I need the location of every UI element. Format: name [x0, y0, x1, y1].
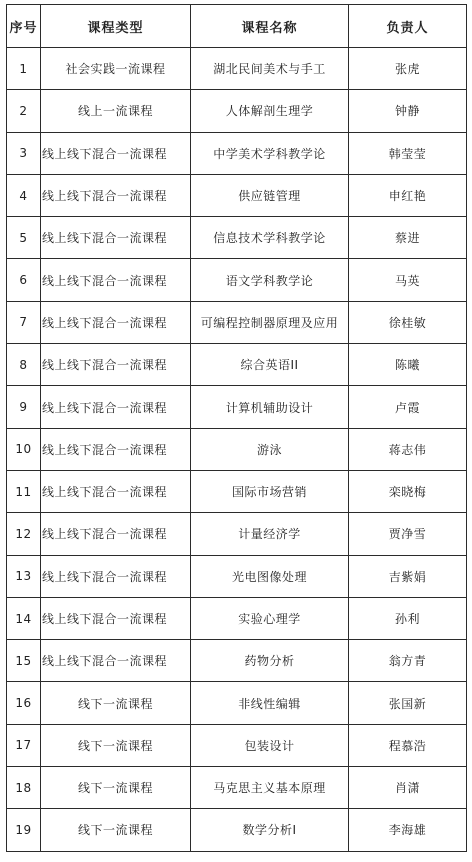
- course-type-cell: 线上线下混合一流课程: [41, 344, 191, 386]
- owner-cell: 马英: [349, 259, 467, 301]
- table-row: [7, 259, 467, 301]
- serial-number-cell: 5: [7, 217, 41, 259]
- serial-number-cell: 13: [7, 555, 41, 597]
- serial-number-cell: 6: [7, 259, 41, 301]
- table-header-row: [7, 5, 467, 48]
- course-name-cell: 计量经济学: [191, 513, 349, 555]
- table-row: [7, 555, 467, 597]
- owner-cell: 程慕浩: [349, 724, 467, 766]
- course-name-cell: 综合英语II: [191, 344, 349, 386]
- course-type-cell: 线上线下混合一流课程: [41, 386, 191, 428]
- course-name-cell: 药物分析: [191, 640, 349, 682]
- table-row: [7, 724, 467, 766]
- serial-number-cell: 14: [7, 597, 41, 639]
- table-row: [7, 90, 467, 132]
- table-row: [7, 174, 467, 216]
- course-name-cell: 数学分析I: [191, 809, 349, 851]
- course-name-cell: 光电图像处理: [191, 555, 349, 597]
- serial-number-cell: 18: [7, 767, 41, 809]
- serial-number-cell: 12: [7, 513, 41, 555]
- owner-cell: 钟静: [349, 90, 467, 132]
- course-name-cell: 计算机辅助设计: [191, 386, 349, 428]
- owner-cell: 孙利: [349, 597, 467, 639]
- owner-cell: 贾净雪: [349, 513, 467, 555]
- course-type-cell: 社会实践一流课程: [41, 48, 191, 90]
- table-row: [7, 513, 467, 555]
- course-name-cell: 国际市场营销: [191, 470, 349, 512]
- owner-cell: 陈曦: [349, 344, 467, 386]
- table-row: [7, 597, 467, 639]
- owner-cell: 李海雄: [349, 809, 467, 851]
- course-type-cell: 线上线下混合一流课程: [41, 132, 191, 174]
- course-type-cell: 线上线下混合一流课程: [41, 555, 191, 597]
- table-row: [7, 132, 467, 174]
- table-row: [7, 640, 467, 682]
- owner-cell: 蒋志伟: [349, 428, 467, 470]
- header-course-type: 课程类型: [41, 5, 191, 48]
- serial-number-cell: 3: [7, 132, 41, 174]
- owner-cell: 栾晓梅: [349, 470, 467, 512]
- serial-number-cell: 7: [7, 301, 41, 343]
- course-name-cell: 中学美术学科教学论: [191, 132, 349, 174]
- owner-cell: 张国新: [349, 682, 467, 724]
- course-type-cell: 线下一流课程: [41, 767, 191, 809]
- course-type-cell: 线上一流课程: [41, 90, 191, 132]
- table-body: [7, 48, 467, 852]
- course-type-cell: 线下一流课程: [41, 809, 191, 851]
- header-course-name: 课程名称: [191, 5, 349, 48]
- table-row: [7, 344, 467, 386]
- owner-cell: 吉紫娟: [349, 555, 467, 597]
- course-type-cell: 线上线下混合一流课程: [41, 640, 191, 682]
- owner-cell: 韩莹莹: [349, 132, 467, 174]
- table-row: [7, 682, 467, 724]
- table-row: [7, 428, 467, 470]
- course-name-cell: 湖北民间美术与手工: [191, 48, 349, 90]
- course-table: [6, 4, 467, 852]
- table-row: [7, 767, 467, 809]
- course-type-cell: 线上线下混合一流课程: [41, 301, 191, 343]
- serial-number-cell: 4: [7, 174, 41, 216]
- course-type-cell: 线上线下混合一流课程: [41, 470, 191, 512]
- owner-cell: 申红艳: [349, 174, 467, 216]
- course-type-cell: 线上线下混合一流课程: [41, 174, 191, 216]
- serial-number-cell: 15: [7, 640, 41, 682]
- course-name-cell: 包装设计: [191, 724, 349, 766]
- serial-number-cell: 2: [7, 90, 41, 132]
- course-type-cell: 线上线下混合一流课程: [41, 597, 191, 639]
- course-name-cell: 供应链管理: [191, 174, 349, 216]
- owner-cell: 翁方青: [349, 640, 467, 682]
- course-name-cell: 人体解剖生理学: [191, 90, 349, 132]
- course-name-cell: 马克思主义基本原理: [191, 767, 349, 809]
- course-name-cell: 游泳: [191, 428, 349, 470]
- table-row: [7, 301, 467, 343]
- header-serial-number: 序号: [7, 5, 41, 48]
- serial-number-cell: 1: [7, 48, 41, 90]
- serial-number-cell: 19: [7, 809, 41, 851]
- serial-number-cell: 9: [7, 386, 41, 428]
- table-row: [7, 809, 467, 851]
- table-row: [7, 470, 467, 512]
- course-type-cell: 线上线下混合一流课程: [41, 428, 191, 470]
- course-table-container: [6, 4, 466, 852]
- course-name-cell: 实验心理学: [191, 597, 349, 639]
- serial-number-cell: 8: [7, 344, 41, 386]
- course-name-cell: 信息技术学科教学论: [191, 217, 349, 259]
- table-row: [7, 48, 467, 90]
- table-row: [7, 386, 467, 428]
- course-type-cell: 线下一流课程: [41, 724, 191, 766]
- course-type-cell: 线下一流课程: [41, 682, 191, 724]
- owner-cell: 蔡进: [349, 217, 467, 259]
- owner-cell: 卢霞: [349, 386, 467, 428]
- owner-cell: 肖潇: [349, 767, 467, 809]
- serial-number-cell: 17: [7, 724, 41, 766]
- header-owner: 负责人: [349, 5, 467, 48]
- serial-number-cell: 16: [7, 682, 41, 724]
- serial-number-cell: 10: [7, 428, 41, 470]
- course-name-cell: 可编程控制器原理及应用: [191, 301, 349, 343]
- course-name-cell: 非线性编辑: [191, 682, 349, 724]
- course-type-cell: 线上线下混合一流课程: [41, 259, 191, 301]
- course-name-cell: 语文学科教学论: [191, 259, 349, 301]
- course-type-cell: 线上线下混合一流课程: [41, 513, 191, 555]
- owner-cell: 徐桂敏: [349, 301, 467, 343]
- course-type-cell: 线上线下混合一流课程: [41, 217, 191, 259]
- table-row: [7, 217, 467, 259]
- serial-number-cell: 11: [7, 470, 41, 512]
- owner-cell: 张虎: [349, 48, 467, 90]
